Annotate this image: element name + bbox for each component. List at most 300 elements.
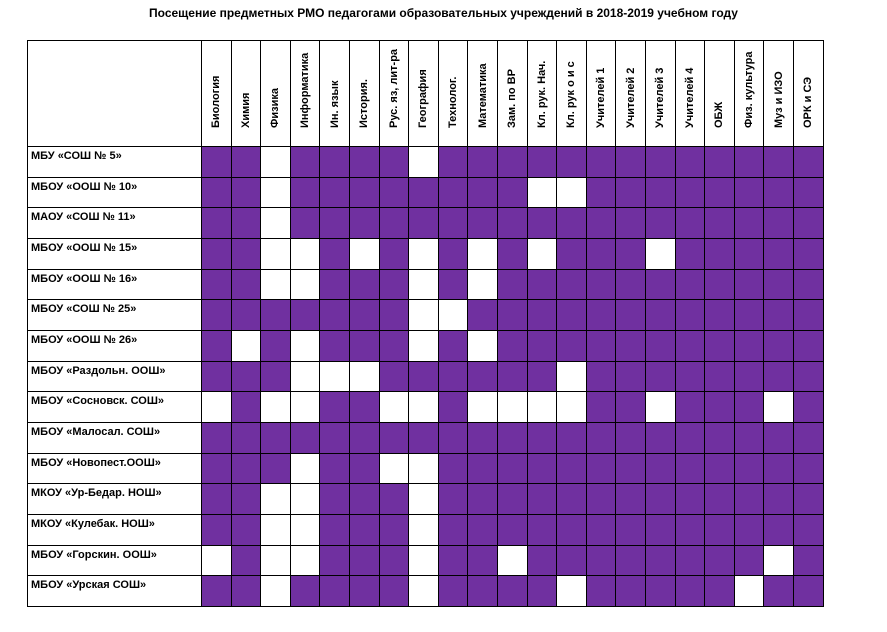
attended-cell xyxy=(290,299,321,331)
attended-cell xyxy=(734,330,765,362)
column-header xyxy=(260,40,291,147)
attended-cell xyxy=(527,269,558,301)
not-attended-cell xyxy=(763,545,794,577)
not-attended-cell xyxy=(201,391,232,423)
attended-cell xyxy=(379,514,410,546)
column-header xyxy=(408,40,439,147)
attended-cell xyxy=(319,422,350,454)
row-label: МБОУ «Сосновск. СОШ» xyxy=(27,391,202,423)
attended-cell xyxy=(675,207,706,239)
row-label: МБОУ «ООШ № 15» xyxy=(27,238,202,270)
attended-cell xyxy=(734,391,765,423)
not-attended-cell xyxy=(467,269,498,301)
column-header xyxy=(201,40,232,147)
column-header-label: Рус. яз, лит-ра xyxy=(387,48,400,128)
column-header-label: Учителей 4 xyxy=(683,67,696,128)
attended-cell xyxy=(319,238,350,270)
attended-cell xyxy=(319,575,350,607)
attended-cell xyxy=(615,238,646,270)
not-attended-cell xyxy=(290,238,321,270)
attended-cell xyxy=(615,514,646,546)
attended-cell xyxy=(319,177,350,209)
attended-cell xyxy=(645,330,676,362)
attended-cell xyxy=(438,514,469,546)
attended-cell xyxy=(527,483,558,515)
attended-cell xyxy=(675,146,706,178)
not-attended-cell xyxy=(408,330,439,362)
attended-cell xyxy=(349,269,380,301)
not-attended-cell xyxy=(260,146,291,178)
column-header xyxy=(645,40,676,147)
not-attended-cell xyxy=(408,269,439,301)
attended-cell xyxy=(201,146,232,178)
attended-cell xyxy=(290,177,321,209)
attended-cell xyxy=(201,177,232,209)
attended-cell xyxy=(734,545,765,577)
not-attended-cell xyxy=(260,391,291,423)
chart-title: Посещение предметных РМО педагогами образовательных учреждений в 2018-2019 учебном году xyxy=(149,6,738,20)
column-header-label: Муз и ИЗО xyxy=(772,71,785,128)
attended-cell xyxy=(349,575,380,607)
column-header-label: Ин. язык xyxy=(328,80,341,128)
attended-cell xyxy=(438,545,469,577)
row-label: МАОУ «СОШ № 11» xyxy=(27,207,202,239)
not-attended-cell xyxy=(260,514,291,546)
column-header xyxy=(290,40,321,147)
attended-cell xyxy=(704,545,735,577)
attended-cell xyxy=(763,453,794,485)
row-label: МБОУ «ООШ № 10» xyxy=(27,177,202,209)
column-header xyxy=(319,40,350,147)
not-attended-cell xyxy=(734,575,765,607)
attended-cell xyxy=(793,299,824,331)
not-attended-cell xyxy=(645,238,676,270)
attended-cell xyxy=(231,207,262,239)
not-attended-cell xyxy=(408,483,439,515)
attended-cell xyxy=(260,330,291,362)
attendance-table xyxy=(27,40,823,606)
attended-cell xyxy=(349,545,380,577)
attended-cell xyxy=(438,330,469,362)
not-attended-cell xyxy=(290,361,321,393)
attended-cell xyxy=(379,422,410,454)
attended-cell xyxy=(408,177,439,209)
attended-cell xyxy=(527,453,558,485)
attended-cell xyxy=(231,453,262,485)
not-attended-cell xyxy=(556,177,587,209)
not-attended-cell xyxy=(527,238,558,270)
row-label: МБОУ «ООШ № 16» xyxy=(27,269,202,301)
attended-cell xyxy=(556,238,587,270)
not-attended-cell xyxy=(379,391,410,423)
attended-cell xyxy=(615,299,646,331)
attended-cell xyxy=(793,207,824,239)
attended-cell xyxy=(734,453,765,485)
row-label: МБОУ «Новопест.ООШ» xyxy=(27,453,202,485)
column-header-label: Кл. рук. Нач. xyxy=(535,60,548,128)
attended-cell xyxy=(734,422,765,454)
column-header xyxy=(763,40,794,147)
column-header-label: Информатика xyxy=(299,52,312,128)
not-attended-cell xyxy=(260,483,291,515)
attended-cell xyxy=(586,453,617,485)
attended-cell xyxy=(704,330,735,362)
attended-cell xyxy=(231,361,262,393)
not-attended-cell xyxy=(290,545,321,577)
attended-cell xyxy=(675,330,706,362)
attended-cell xyxy=(704,453,735,485)
attended-cell xyxy=(586,575,617,607)
attended-cell xyxy=(704,391,735,423)
attended-cell xyxy=(231,575,262,607)
attended-cell xyxy=(704,422,735,454)
attended-cell xyxy=(586,422,617,454)
attended-cell xyxy=(379,177,410,209)
attended-cell xyxy=(615,146,646,178)
attended-cell xyxy=(586,177,617,209)
attended-cell xyxy=(201,453,232,485)
attended-cell xyxy=(349,391,380,423)
attended-cell xyxy=(231,514,262,546)
not-attended-cell xyxy=(467,391,498,423)
not-attended-cell xyxy=(497,391,528,423)
attended-cell xyxy=(556,207,587,239)
attended-cell xyxy=(201,514,232,546)
attended-cell xyxy=(349,453,380,485)
not-attended-cell xyxy=(438,299,469,331)
attended-cell xyxy=(201,422,232,454)
attended-cell xyxy=(467,453,498,485)
attended-cell xyxy=(763,299,794,331)
not-attended-cell xyxy=(408,545,439,577)
not-attended-cell xyxy=(290,483,321,515)
attended-cell xyxy=(379,146,410,178)
column-header xyxy=(349,40,380,147)
attended-cell xyxy=(467,514,498,546)
attended-cell xyxy=(467,361,498,393)
attended-cell xyxy=(586,299,617,331)
attended-cell xyxy=(260,422,291,454)
attended-cell xyxy=(615,177,646,209)
attended-cell xyxy=(734,238,765,270)
attended-cell xyxy=(527,514,558,546)
attended-cell xyxy=(527,545,558,577)
attended-cell xyxy=(586,269,617,301)
attended-cell xyxy=(645,483,676,515)
attended-cell xyxy=(319,269,350,301)
attended-cell xyxy=(201,238,232,270)
attended-cell xyxy=(645,177,676,209)
attended-cell xyxy=(763,361,794,393)
attended-cell xyxy=(497,330,528,362)
attended-cell xyxy=(734,146,765,178)
not-attended-cell xyxy=(379,453,410,485)
column-header xyxy=(704,40,735,147)
attended-cell xyxy=(349,177,380,209)
attended-cell xyxy=(349,330,380,362)
attended-cell xyxy=(349,299,380,331)
not-attended-cell xyxy=(349,238,380,270)
attended-cell xyxy=(586,391,617,423)
column-header xyxy=(675,40,706,147)
attended-cell xyxy=(645,575,676,607)
attended-cell xyxy=(675,361,706,393)
attended-cell xyxy=(615,483,646,515)
attended-cell xyxy=(408,207,439,239)
attended-cell xyxy=(586,207,617,239)
attended-cell xyxy=(793,238,824,270)
row-label: МБОУ «Горскин. ООШ» xyxy=(27,545,202,577)
attended-cell xyxy=(615,453,646,485)
attended-cell xyxy=(615,207,646,239)
not-attended-cell xyxy=(260,269,291,301)
attended-cell xyxy=(793,177,824,209)
attended-cell xyxy=(763,422,794,454)
not-attended-cell xyxy=(260,177,291,209)
attended-cell xyxy=(201,575,232,607)
attended-cell xyxy=(556,299,587,331)
attended-cell xyxy=(349,514,380,546)
not-attended-cell xyxy=(260,207,291,239)
attended-cell xyxy=(319,483,350,515)
attended-cell xyxy=(793,483,824,515)
attended-cell xyxy=(438,453,469,485)
attended-cell xyxy=(793,575,824,607)
attended-cell xyxy=(438,422,469,454)
column-header-label: ОБЖ xyxy=(713,101,726,128)
attended-cell xyxy=(704,361,735,393)
attended-cell xyxy=(556,146,587,178)
attended-cell xyxy=(586,146,617,178)
attended-cell xyxy=(763,146,794,178)
attended-cell xyxy=(231,177,262,209)
attended-cell xyxy=(467,299,498,331)
not-attended-cell xyxy=(645,391,676,423)
attended-cell xyxy=(615,269,646,301)
attended-cell xyxy=(379,207,410,239)
attended-cell xyxy=(379,361,410,393)
column-header-label: География xyxy=(417,69,430,128)
attended-cell xyxy=(704,238,735,270)
not-attended-cell xyxy=(408,299,439,331)
attended-cell xyxy=(260,361,291,393)
attended-cell xyxy=(793,330,824,362)
column-header-label: Физ. культура xyxy=(743,51,756,128)
column-header xyxy=(497,40,528,147)
attended-cell xyxy=(319,391,350,423)
not-attended-cell xyxy=(763,391,794,423)
attended-cell xyxy=(231,238,262,270)
attended-cell xyxy=(290,146,321,178)
attended-cell xyxy=(438,177,469,209)
attended-cell xyxy=(260,453,291,485)
attended-cell xyxy=(319,299,350,331)
row-label: МБОУ «Раздольн. ООШ» xyxy=(27,361,202,393)
attended-cell xyxy=(645,207,676,239)
attended-cell xyxy=(379,238,410,270)
attended-cell xyxy=(349,207,380,239)
attended-cell xyxy=(734,483,765,515)
attended-cell xyxy=(438,238,469,270)
not-attended-cell xyxy=(497,545,528,577)
attended-cell xyxy=(467,177,498,209)
attended-cell xyxy=(763,483,794,515)
attended-cell xyxy=(556,545,587,577)
not-attended-cell xyxy=(290,391,321,423)
attended-cell xyxy=(231,545,262,577)
attended-cell xyxy=(586,483,617,515)
attended-cell xyxy=(704,269,735,301)
attended-cell xyxy=(675,422,706,454)
attended-cell xyxy=(734,299,765,331)
attended-cell xyxy=(586,514,617,546)
attended-cell xyxy=(645,453,676,485)
not-attended-cell xyxy=(408,575,439,607)
attended-cell xyxy=(586,330,617,362)
column-header-label: ОРК и СЭ xyxy=(802,76,815,128)
not-attended-cell xyxy=(349,361,380,393)
attended-cell xyxy=(675,269,706,301)
attended-cell xyxy=(615,422,646,454)
attended-cell xyxy=(497,483,528,515)
attended-cell xyxy=(231,299,262,331)
column-header xyxy=(615,40,646,147)
not-attended-cell xyxy=(527,177,558,209)
attended-cell xyxy=(231,146,262,178)
not-attended-cell xyxy=(408,453,439,485)
column-header-label: Химия xyxy=(239,92,252,128)
attended-cell xyxy=(408,361,439,393)
attended-cell xyxy=(645,299,676,331)
attended-cell xyxy=(497,575,528,607)
attended-cell xyxy=(438,361,469,393)
not-attended-cell xyxy=(260,575,291,607)
attended-cell xyxy=(201,330,232,362)
attended-cell xyxy=(438,146,469,178)
attended-cell xyxy=(675,391,706,423)
column-header-label: Учителей 1 xyxy=(595,67,608,128)
attended-cell xyxy=(675,514,706,546)
attended-cell xyxy=(497,177,528,209)
row-label: МБОУ «ООШ № 26» xyxy=(27,330,202,362)
not-attended-cell xyxy=(319,361,350,393)
attended-cell xyxy=(290,575,321,607)
attended-cell xyxy=(704,207,735,239)
attended-cell xyxy=(615,391,646,423)
attended-cell xyxy=(379,330,410,362)
attended-cell xyxy=(467,207,498,239)
attended-cell xyxy=(615,361,646,393)
attended-cell xyxy=(408,422,439,454)
attended-cell xyxy=(467,422,498,454)
attended-cell xyxy=(615,545,646,577)
column-header xyxy=(379,40,410,147)
attended-cell xyxy=(734,514,765,546)
attended-cell xyxy=(438,207,469,239)
column-header-label: Технолог. xyxy=(447,76,460,128)
attended-cell xyxy=(497,514,528,546)
attended-cell xyxy=(497,146,528,178)
attended-cell xyxy=(586,238,617,270)
attended-cell xyxy=(675,177,706,209)
attended-cell xyxy=(556,330,587,362)
attended-cell xyxy=(201,483,232,515)
row-label: МБУ «СОШ № 5» xyxy=(27,146,202,178)
attended-cell xyxy=(349,146,380,178)
row-label: МКОУ «Кулебак. НОШ» xyxy=(27,514,202,546)
attended-cell xyxy=(497,299,528,331)
attended-cell xyxy=(438,391,469,423)
attended-cell xyxy=(527,361,558,393)
attended-cell xyxy=(763,177,794,209)
attended-cell xyxy=(645,545,676,577)
not-attended-cell xyxy=(231,330,262,362)
attended-cell xyxy=(379,299,410,331)
attended-cell xyxy=(319,207,350,239)
attended-cell xyxy=(260,299,291,331)
attended-cell xyxy=(527,422,558,454)
attended-cell xyxy=(645,361,676,393)
attended-cell xyxy=(497,453,528,485)
attended-cell xyxy=(793,545,824,577)
not-attended-cell xyxy=(467,238,498,270)
attended-cell xyxy=(349,483,380,515)
attended-cell xyxy=(645,422,676,454)
attended-cell xyxy=(763,514,794,546)
not-attended-cell xyxy=(408,514,439,546)
attended-cell xyxy=(556,422,587,454)
column-header xyxy=(556,40,587,147)
attended-cell xyxy=(675,299,706,331)
attended-cell xyxy=(734,177,765,209)
attended-cell xyxy=(467,483,498,515)
attended-cell xyxy=(586,545,617,577)
attended-cell xyxy=(704,483,735,515)
attended-cell xyxy=(556,514,587,546)
attended-cell xyxy=(231,269,262,301)
row-label: МБОУ «Урская СОШ» xyxy=(27,575,202,607)
row-label: МКОУ «Ур-Бедар. НОШ» xyxy=(27,483,202,515)
attended-cell xyxy=(467,146,498,178)
attended-cell xyxy=(497,207,528,239)
attended-cell xyxy=(231,422,262,454)
attended-cell xyxy=(379,269,410,301)
attended-cell xyxy=(319,146,350,178)
attended-cell xyxy=(438,269,469,301)
attended-cell xyxy=(290,207,321,239)
attended-cell xyxy=(319,545,350,577)
attended-cell xyxy=(704,177,735,209)
attended-cell xyxy=(675,545,706,577)
attended-cell xyxy=(793,269,824,301)
attended-cell xyxy=(467,545,498,577)
attended-cell xyxy=(675,483,706,515)
attended-cell xyxy=(319,453,350,485)
attended-cell xyxy=(379,545,410,577)
attended-cell xyxy=(527,575,558,607)
table-corner xyxy=(27,40,202,147)
attended-cell xyxy=(763,575,794,607)
attended-cell xyxy=(497,361,528,393)
attended-cell xyxy=(763,207,794,239)
not-attended-cell xyxy=(290,269,321,301)
not-attended-cell xyxy=(527,391,558,423)
column-header xyxy=(467,40,498,147)
attended-cell xyxy=(319,330,350,362)
attended-cell xyxy=(793,146,824,178)
not-attended-cell xyxy=(290,330,321,362)
attended-cell xyxy=(527,207,558,239)
